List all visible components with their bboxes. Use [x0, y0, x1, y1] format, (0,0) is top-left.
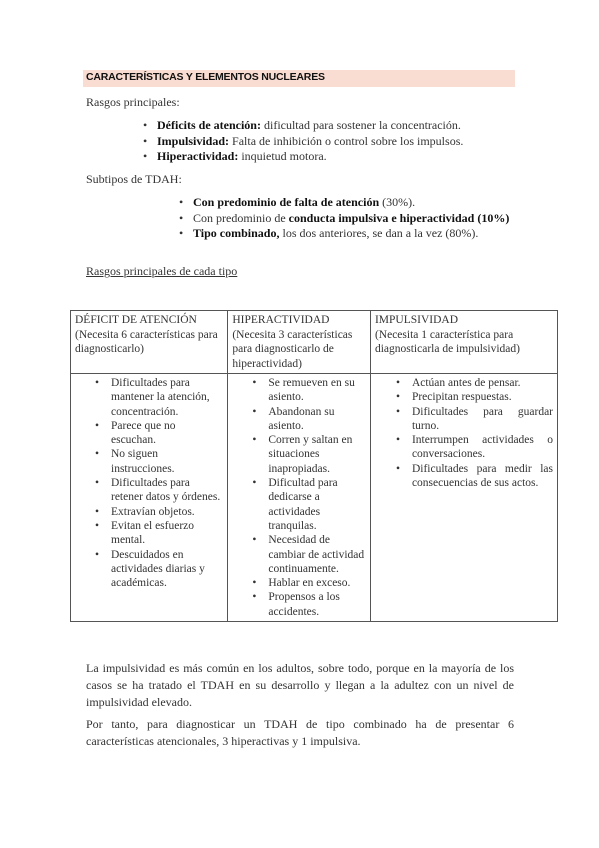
list-item: • Parece que no escuchan.	[111, 419, 223, 448]
list-item: • Abandonan su asiento.	[268, 405, 366, 434]
list-item: • Descuidados en actividades diarias y académicas.	[111, 548, 223, 591]
list-item: • Con predominio de falta de atención (30%).	[179, 195, 509, 211]
subtipos-list	[179, 195, 509, 242]
table-row	[71, 374, 558, 622]
rasgos-list	[143, 118, 463, 165]
list-item: • Evitan el esfuerzo mental.	[111, 519, 223, 548]
subtipos-label: Subtipos de TDAH:	[86, 172, 182, 186]
list-item: • Extravían objetos.	[111, 505, 223, 519]
list-item: • Déficits de atención: dificultad para sostener la concentración.	[143, 118, 463, 134]
header-hiperactividad: HIPERACTIVIDAD (Necesita 3 características para diagnosticarlo de hiperactividad)	[228, 311, 371, 374]
list-item: • Dificultades para mantener la atención, concentración.	[111, 376, 223, 419]
list-item: • Propensos a los accidentes.	[268, 590, 366, 619]
list-item: • Actúan antes de pensar.	[412, 376, 553, 390]
rasgos-label: Rasgos principales:	[86, 95, 180, 109]
list-item: • Tipo combinado, los dos anteriores, se dan a la vez (80%).	[179, 226, 509, 242]
impulsividad-list	[375, 376, 553, 490]
list-item: • Impulsividad: Falta de inhibición o control sobre los impulsos.	[143, 134, 463, 150]
list-item: • Dificultades para medir las consecuencias de sus actos.	[412, 462, 553, 491]
paragraph-diagnostico: Por tanto, para diagnosticar un TDAH de tipo combinado ha de presentar 6 características atencionales, 3 hiperactivas y 1 impulsiva.	[86, 717, 514, 748]
deficit-list	[75, 376, 223, 590]
list-item: • Hablar en exceso.	[268, 576, 366, 590]
list-item: • Dificultades para guardar turno.	[412, 405, 553, 434]
section-heading: CARACTERÍSTICAS Y ELEMENTOS NUCLEARES	[86, 71, 325, 83]
header-impulsividad: IMPULSIVIDAD (Necesita 1 característica para diagnosticarla de impulsividad)	[370, 311, 557, 374]
list-item: • Dificultades para retener datos y órdenes.	[111, 476, 223, 505]
list-item: • Hiperactividad: inquietud motora.	[143, 149, 463, 165]
hiperactividad-cell	[228, 374, 371, 622]
list-item: • Se remueven en su asiento.	[268, 376, 366, 405]
tipos-label: Rasgos principales de cada tipo	[86, 264, 238, 278]
table-header-row	[71, 311, 558, 374]
deficit-cell	[71, 374, 228, 622]
list-item: • No siguen instrucciones.	[111, 447, 223, 476]
list-item: • Con predominio de conducta impulsiva e hiperactividad (10%)	[179, 211, 509, 227]
list-item: • Corren y saltan en situaciones inapropiadas.	[268, 433, 366, 476]
list-item: • Interrumpen actividades o conversaciones.	[412, 433, 553, 462]
header-deficit: DÉFICIT DE ATENCIÓN (Necesita 6 características para diagnosticarlo)	[71, 311, 228, 374]
list-item: • Dificultad para dedicarse a actividades tranquilas.	[268, 476, 366, 533]
hiperactividad-list	[232, 376, 366, 619]
paragraph-impulsividad: La impulsividad es más común en los adultos, sobre todo, porque en la mayoría de los casos se ha tratado el TDAH en su desarrollo y llegan a la adultez con un nivel de impulsividad elevado.	[86, 661, 514, 709]
types-table	[70, 310, 558, 622]
list-item: • Necesidad de cambiar de actividad continuamente.	[268, 533, 366, 576]
impulsividad-cell	[370, 374, 557, 622]
list-item: • Precipitan respuestas.	[412, 390, 553, 404]
